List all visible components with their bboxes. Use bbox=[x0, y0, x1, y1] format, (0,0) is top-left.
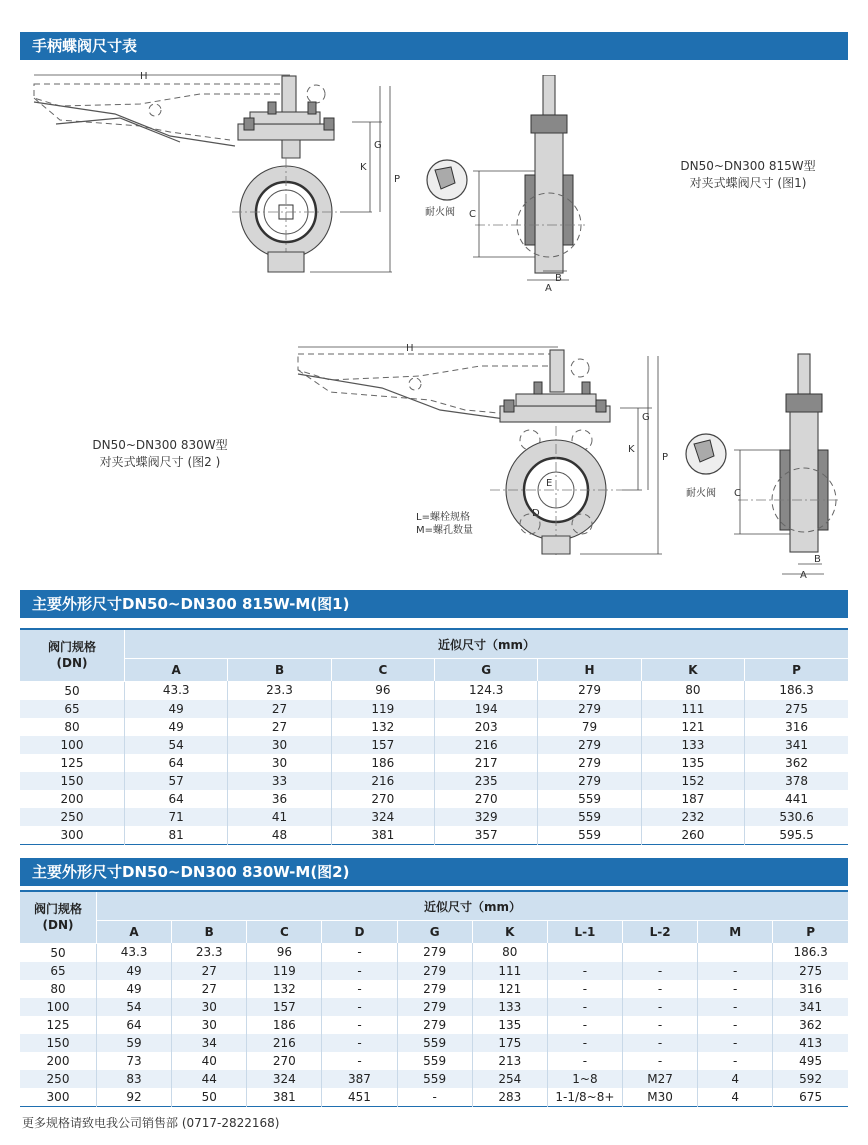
table1-corner-line2: (DN) bbox=[56, 656, 88, 671]
table-cell: 559 bbox=[538, 808, 641, 826]
table2-col-header: G bbox=[397, 921, 472, 944]
fig2-label-b: B bbox=[814, 554, 821, 565]
table-cell: - bbox=[698, 1052, 773, 1070]
table-row bbox=[20, 754, 848, 772]
table-cell: 135 bbox=[641, 754, 744, 772]
table-cell: 559 bbox=[538, 826, 641, 845]
table-cell: 186.3 bbox=[745, 681, 848, 700]
table-cell: - bbox=[322, 1034, 397, 1052]
table2-col-header: L-1 bbox=[547, 921, 622, 944]
table-cell: 378 bbox=[745, 772, 848, 790]
table-cell: 111 bbox=[641, 700, 744, 718]
table-cell: 96 bbox=[247, 943, 322, 962]
table-cell: 73 bbox=[97, 1052, 172, 1070]
figure1-front-view bbox=[20, 62, 440, 302]
table-row bbox=[20, 681, 848, 700]
table-cell: 132 bbox=[247, 980, 322, 998]
table-cell: 270 bbox=[435, 790, 538, 808]
table-cell-dn: 80 bbox=[50, 981, 66, 996]
table2-col-header: A bbox=[97, 921, 172, 944]
table-cell: 260 bbox=[641, 826, 744, 845]
table-row bbox=[20, 1052, 848, 1070]
table-cell: 4 bbox=[698, 1088, 773, 1107]
table-row bbox=[20, 943, 848, 962]
figure1-caption bbox=[668, 158, 828, 192]
table-cell: 27 bbox=[172, 962, 247, 980]
fig2-label-p: P bbox=[662, 452, 669, 463]
table-cell: 54 bbox=[125, 736, 228, 754]
table2-corner-header bbox=[20, 891, 97, 943]
table2-col-header: B bbox=[172, 921, 247, 944]
table-row bbox=[20, 998, 848, 1016]
table-row bbox=[20, 1070, 848, 1088]
table-cell: 57 bbox=[125, 772, 228, 790]
table-cell: 50 bbox=[172, 1088, 247, 1107]
figure1-caption-line1: DN50~DN300 815W型 bbox=[680, 159, 816, 173]
table2 bbox=[20, 890, 848, 1107]
table1-col-header: H bbox=[538, 659, 641, 682]
table2-col-header: K bbox=[472, 921, 547, 944]
table-cell: 124.3 bbox=[435, 681, 538, 700]
table-cell: 316 bbox=[773, 980, 848, 998]
table-cell: 279 bbox=[397, 1016, 472, 1034]
fig1-label-b: B bbox=[555, 273, 562, 284]
table-cell: 121 bbox=[641, 718, 744, 736]
table-cell-dn: 150 bbox=[20, 1034, 97, 1052]
table-cell: - bbox=[322, 998, 397, 1016]
table-cell: 119 bbox=[247, 962, 322, 980]
table-cell: 362 bbox=[745, 754, 848, 772]
table-cell: 559 bbox=[538, 790, 641, 808]
fig2-label-fireproof: 耐火阀 bbox=[686, 488, 716, 499]
table-cell: 283 bbox=[472, 1088, 547, 1107]
table-cell-dn: 65 bbox=[20, 700, 125, 718]
page-title: 手柄蝶阀尺寸表 bbox=[32, 37, 138, 55]
table-cell: 341 bbox=[745, 736, 848, 754]
table-cell: 559 bbox=[397, 1034, 472, 1052]
table2-corner-line2: (DN) bbox=[42, 918, 74, 933]
table-cell: 41 bbox=[228, 808, 331, 826]
table-cell-dn: 200 bbox=[46, 1053, 70, 1068]
table-cell: 152 bbox=[641, 772, 744, 790]
table-cell: 79 bbox=[538, 718, 641, 736]
table-cell-dn: 50 bbox=[50, 945, 66, 960]
table-cell: - bbox=[698, 980, 773, 998]
table-cell: 413 bbox=[773, 1034, 848, 1052]
table-cell: - bbox=[322, 962, 397, 980]
table-cell: 96 bbox=[331, 681, 434, 700]
table-cell: 54 bbox=[97, 998, 172, 1016]
table-cell-dn: 300 bbox=[60, 827, 84, 842]
footer-note: 更多规格请致电我公司销售部 (0717-2822168) bbox=[22, 1116, 280, 1130]
table-cell: 279 bbox=[397, 943, 472, 962]
table-cell: 275 bbox=[773, 962, 848, 980]
table-cell-dn: 150 bbox=[20, 772, 125, 790]
table-cell: 92 bbox=[97, 1088, 172, 1107]
table-row bbox=[20, 736, 848, 754]
fig2-label-h: H bbox=[406, 343, 414, 354]
table-cell: 30 bbox=[228, 736, 331, 754]
table1-col-header: C bbox=[331, 659, 434, 682]
table1-col-header: G bbox=[435, 659, 538, 682]
table1-col-header: K bbox=[641, 659, 744, 682]
table-cell-dn: 300 bbox=[46, 1089, 70, 1104]
table-cell: 203 bbox=[435, 718, 538, 736]
table-row bbox=[20, 790, 848, 808]
table-cell: - bbox=[322, 943, 397, 962]
table-cell: 30 bbox=[172, 998, 247, 1016]
table-cell: 316 bbox=[745, 718, 848, 736]
fig2-bolt-note-1: L=螺栓规格 bbox=[416, 512, 470, 523]
table-cell: 279 bbox=[538, 681, 641, 700]
table2-corner-line1: 阀门规格 bbox=[33, 902, 82, 917]
table1-col-header: B bbox=[228, 659, 331, 682]
table2-col-header: C bbox=[247, 921, 322, 944]
table-cell: 133 bbox=[641, 736, 744, 754]
table-row bbox=[20, 808, 848, 826]
table-cell: - bbox=[322, 1016, 397, 1034]
table-cell: 186 bbox=[331, 754, 434, 772]
table-cell: 254 bbox=[472, 1070, 547, 1088]
table1 bbox=[20, 628, 848, 845]
figure2-side-view bbox=[678, 350, 848, 580]
figure2-caption-line1: DN50~DN300 830W型 bbox=[92, 438, 228, 452]
table-cell: 216 bbox=[331, 772, 434, 790]
table-cell: 44 bbox=[172, 1070, 247, 1088]
table-cell: 133 bbox=[472, 998, 547, 1016]
table-cell: 80 bbox=[472, 943, 547, 962]
table-cell: - bbox=[622, 1052, 697, 1070]
table-cell: 235 bbox=[435, 772, 538, 790]
table-cell: 80 bbox=[641, 681, 744, 700]
table-cell: - bbox=[622, 1034, 697, 1052]
table-cell: - bbox=[397, 1088, 472, 1107]
table-cell: 216 bbox=[435, 736, 538, 754]
table-cell: 324 bbox=[331, 808, 434, 826]
figure2-front-view bbox=[290, 340, 680, 575]
table-cell: 357 bbox=[435, 826, 538, 845]
table2-col-header: L-2 bbox=[622, 921, 697, 944]
table-cell-dn: 250 bbox=[20, 808, 125, 826]
table-cell: 4 bbox=[698, 1070, 773, 1088]
table-cell-dn: 65 bbox=[20, 962, 97, 980]
fig1-label-a: A bbox=[545, 283, 552, 294]
fig2-label-e: E bbox=[546, 478, 553, 489]
fig2-label-k: K bbox=[628, 444, 635, 455]
table-row bbox=[20, 718, 848, 736]
table-cell: - bbox=[547, 980, 622, 998]
table-cell: 48 bbox=[228, 826, 331, 845]
table-cell: 135 bbox=[472, 1016, 547, 1034]
table1-group-header: 近似尺寸（mm） bbox=[125, 629, 849, 659]
table-cell: 216 bbox=[247, 1034, 322, 1052]
table-cell: - bbox=[547, 1016, 622, 1034]
table-cell: 213 bbox=[472, 1052, 547, 1070]
table-cell: 81 bbox=[125, 826, 228, 845]
table-cell: 329 bbox=[435, 808, 538, 826]
table-cell bbox=[547, 943, 622, 962]
fig2-label-g: G bbox=[642, 412, 650, 423]
table-cell: - bbox=[547, 1034, 622, 1052]
table1-corner-line1: 阀门规格 bbox=[47, 640, 96, 655]
table-cell: 40 bbox=[172, 1052, 247, 1070]
table-cell: 49 bbox=[125, 700, 228, 718]
table-cell: - bbox=[698, 998, 773, 1016]
table-cell: 34 bbox=[172, 1034, 247, 1052]
table-cell: 23.3 bbox=[228, 681, 331, 700]
fig1-label-p: P bbox=[394, 174, 401, 185]
table-cell: 495 bbox=[773, 1052, 848, 1070]
table-cell: 30 bbox=[228, 754, 331, 772]
fig2-label-d: D bbox=[532, 508, 540, 519]
figure1-caption-line2: 对夹式蝶阀尺寸 (图1) bbox=[689, 176, 807, 190]
table-cell: - bbox=[698, 962, 773, 980]
table-cell: M27 bbox=[622, 1070, 697, 1088]
table2-group-header: 近似尺寸（mm） bbox=[97, 891, 849, 921]
fig1-label-h: H bbox=[140, 71, 148, 82]
table-cell: 194 bbox=[435, 700, 538, 718]
table-cell: 279 bbox=[397, 962, 472, 980]
table-cell: 270 bbox=[247, 1052, 322, 1070]
table-cell: 71 bbox=[125, 808, 228, 826]
table-cell: 186.3 bbox=[773, 943, 848, 962]
table-cell: 275 bbox=[745, 700, 848, 718]
fig2-bolt-note-2: M=螺孔数量 bbox=[416, 525, 474, 536]
table-cell: 441 bbox=[745, 790, 848, 808]
table-cell: - bbox=[622, 962, 697, 980]
table-cell: 362 bbox=[773, 1016, 848, 1034]
table-cell: 43.3 bbox=[97, 943, 172, 962]
table-cell: 592 bbox=[773, 1070, 848, 1088]
table-cell: 49 bbox=[97, 980, 172, 998]
table-cell: 23.3 bbox=[172, 943, 247, 962]
section-banner-table1 bbox=[20, 590, 848, 618]
table-cell: 187 bbox=[641, 790, 744, 808]
table-cell: - bbox=[547, 962, 622, 980]
table-cell: 59 bbox=[97, 1034, 172, 1052]
fig2-label-c: C bbox=[734, 488, 741, 499]
table2-title: 主要外形尺寸DN50~DN300 830W-M(图2) bbox=[32, 863, 350, 881]
table-cell: - bbox=[698, 1016, 773, 1034]
table-cell-dn: 50 bbox=[64, 683, 80, 698]
table-cell: 279 bbox=[538, 772, 641, 790]
fig1-label-g: G bbox=[374, 140, 382, 151]
table-cell: 387 bbox=[322, 1070, 397, 1088]
table1-corner-header bbox=[20, 629, 125, 681]
table-cell: 121 bbox=[472, 980, 547, 998]
table-cell: 341 bbox=[773, 998, 848, 1016]
table-cell: 83 bbox=[97, 1070, 172, 1088]
table-row bbox=[20, 700, 848, 718]
table-cell-dn: 125 bbox=[46, 1017, 70, 1032]
table2-col-header: D bbox=[322, 921, 397, 944]
table-cell: 43.3 bbox=[125, 681, 228, 700]
table1-title: 主要外形尺寸DN50~DN300 815W-M(图1) bbox=[32, 595, 350, 613]
section-banner-handle-valve bbox=[20, 32, 848, 60]
table-row bbox=[20, 1088, 848, 1107]
table-cell: 27 bbox=[172, 980, 247, 998]
table-cell: 30 bbox=[172, 1016, 247, 1034]
table-cell: 279 bbox=[538, 754, 641, 772]
fig1-label-c: C bbox=[469, 209, 476, 220]
table-cell: 33 bbox=[228, 772, 331, 790]
table-row bbox=[20, 772, 848, 790]
table-cell: 27 bbox=[228, 718, 331, 736]
table-cell: 595.5 bbox=[745, 826, 848, 845]
table-row bbox=[20, 1034, 848, 1052]
table2-col-header: P bbox=[773, 921, 848, 944]
table-cell: 119 bbox=[331, 700, 434, 718]
figure2-caption bbox=[70, 437, 250, 471]
table-cell: - bbox=[622, 998, 697, 1016]
table-cell: 111 bbox=[472, 962, 547, 980]
table-cell: 270 bbox=[331, 790, 434, 808]
table-cell: 175 bbox=[472, 1034, 547, 1052]
table-cell: 451 bbox=[322, 1088, 397, 1107]
table-cell: 279 bbox=[538, 700, 641, 718]
table-cell-dn: 125 bbox=[60, 755, 84, 770]
table-cell bbox=[622, 943, 697, 962]
table-cell: - bbox=[622, 1016, 697, 1034]
fig2-label-a: A bbox=[800, 570, 807, 580]
table-cell: 1-1/8~8+ bbox=[547, 1088, 622, 1107]
table1-col-header: P bbox=[745, 659, 848, 682]
table-cell: - bbox=[322, 980, 397, 998]
table-cell: 1~8 bbox=[547, 1070, 622, 1088]
table-cell: 186 bbox=[247, 1016, 322, 1034]
table-row bbox=[20, 962, 848, 980]
table-cell: 675 bbox=[773, 1088, 848, 1107]
table-cell-dn: 100 bbox=[20, 998, 97, 1016]
table-cell: 381 bbox=[247, 1088, 322, 1107]
table-cell: 27 bbox=[228, 700, 331, 718]
table1-col-header: A bbox=[125, 659, 228, 682]
table-cell: 530.6 bbox=[745, 808, 848, 826]
table-cell-dn: 80 bbox=[64, 719, 80, 734]
table-cell: M30 bbox=[622, 1088, 697, 1107]
table-cell: 217 bbox=[435, 754, 538, 772]
table-cell: 64 bbox=[97, 1016, 172, 1034]
table-cell: - bbox=[322, 1052, 397, 1070]
table-cell: 36 bbox=[228, 790, 331, 808]
table-row bbox=[20, 1016, 848, 1034]
table-cell: 279 bbox=[538, 736, 641, 754]
table-cell: 157 bbox=[331, 736, 434, 754]
fig1-label-k: K bbox=[360, 162, 367, 173]
table-cell: - bbox=[622, 980, 697, 998]
table-cell bbox=[698, 943, 773, 962]
table-cell: 279 bbox=[397, 980, 472, 998]
table-cell: - bbox=[547, 1052, 622, 1070]
table-cell: 232 bbox=[641, 808, 744, 826]
table-cell-dn: 100 bbox=[20, 736, 125, 754]
table-cell: 49 bbox=[125, 718, 228, 736]
table-cell: 64 bbox=[125, 754, 228, 772]
table-cell: 157 bbox=[247, 998, 322, 1016]
table-cell: 559 bbox=[397, 1052, 472, 1070]
table-cell: - bbox=[547, 998, 622, 1016]
table-cell: 324 bbox=[247, 1070, 322, 1088]
table-row bbox=[20, 826, 848, 845]
fig1-label-fireproof: 耐火阀 bbox=[425, 207, 455, 218]
section-banner-table2 bbox=[20, 858, 848, 886]
table-cell-dn: 200 bbox=[60, 791, 84, 806]
table-cell: 381 bbox=[331, 826, 434, 845]
table-row bbox=[20, 980, 848, 998]
table-cell: 279 bbox=[397, 998, 472, 1016]
table-cell: - bbox=[698, 1034, 773, 1052]
table-cell: 559 bbox=[397, 1070, 472, 1088]
table-cell: 132 bbox=[331, 718, 434, 736]
table-cell: 64 bbox=[125, 790, 228, 808]
figure1-side-view bbox=[415, 75, 590, 295]
table2-col-header: M bbox=[698, 921, 773, 944]
table-cell-dn: 250 bbox=[20, 1070, 97, 1088]
figure2-caption-line2: 对夹式蝶阀尺寸 (图2 ) bbox=[99, 455, 221, 469]
table-cell: 49 bbox=[97, 962, 172, 980]
